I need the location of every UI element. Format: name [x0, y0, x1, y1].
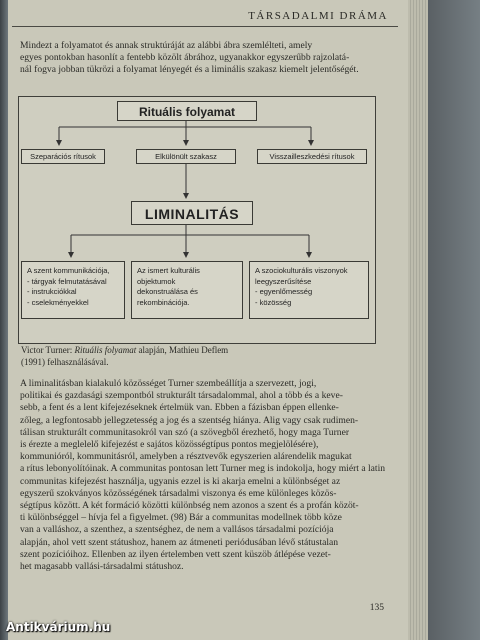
detail-line: Az ismert kulturális: [137, 266, 200, 275]
body-line: tálisan strukturált communitasokról van szó (a szövegből érezhető, hogy maga Turner: [20, 426, 350, 438]
phase-box-liminal: Elkülönült szakasz: [136, 149, 236, 164]
phase-box-reintegration: Visszailleszkedési rítusok: [257, 149, 367, 164]
body-line: van a valláshoz, a szenthez, a szentséghez, de nem a vallásos társadalmi pozíciója: [20, 524, 334, 536]
body-paragraph: [20, 378, 392, 573]
body-line: sebb, a fent és a lent kifejezéseknek értelmük van. Ebben a fázisban éppen ellenke-: [20, 402, 339, 414]
caption-line: [21, 344, 281, 356]
caption-title: Rituális folyamat: [74, 345, 137, 355]
body-line: egyszerű szokványos közösségének társadalmi viszonya és eme különleges közös-: [20, 487, 337, 499]
header-rule: [12, 26, 398, 27]
detail-box-deconstruction: [131, 261, 243, 319]
detail-line: A szociokulturális viszonyok: [255, 266, 348, 275]
body-line: ti különbséggel – hívja fel a figyelmet. (98) Bár a communitas modellnek több köze: [20, 512, 342, 524]
diagram-title-box: Rituális folyamat: [117, 101, 257, 121]
intro-line: egyes pontokban hasonlít a fentebb közölt ábrához, ugyanakkor egyszerűbb rajzolatá-: [20, 52, 350, 64]
phase-box-separation: Szeparációs rítusok: [21, 149, 105, 164]
page-edge-stack: [408, 0, 428, 640]
running-head: TÁRSADALMI DRÁMA: [248, 10, 388, 22]
detail-line: leegyszerűsítése: [255, 276, 312, 286]
figure-caption: [18, 344, 281, 368]
liminality-box: LIMINALITÁS: [131, 201, 253, 225]
detail-line: rekombinációja.: [137, 297, 190, 307]
body-line: A liminalitásban kialakuló közösséget Turner szembeállítja a szervezett, jogi,: [20, 378, 317, 389]
body-line: zőleg, a legfontosabb jellegzetesség a jog és a szentség hiánya. Alig vagy csak rudimen-: [20, 414, 359, 426]
detail-box-simplification: [249, 261, 369, 319]
detail-box-communication: [21, 261, 125, 319]
background-surface: [428, 0, 480, 640]
detail-line: - cselekményekkel: [27, 297, 89, 307]
body-line: alapján, ahol vett szent státushoz, hanem az átmeneti periódusában lévő státustalan: [20, 536, 339, 548]
intro-line: Mindezt a folyamatot és annak struktúráját az alábbi ábra szemlélteti, amely: [20, 40, 313, 51]
detail-line: A szent kommunikációja,: [27, 266, 110, 275]
detail-line: - közösség: [255, 297, 292, 307]
caption-lead: Victor Turner:: [21, 345, 75, 355]
body-line: kommunióról, kommunitásról, amelyben a résztvevők egyszerien alárendelik magukat: [20, 451, 352, 463]
caption-line-2: (1991) felhasználásával.: [21, 357, 109, 367]
detail-line: - tárgyak felmutatásával: [27, 276, 107, 286]
watermark-logo: Antikvárium.hu: [6, 620, 111, 634]
detail-line: objektumok: [137, 276, 176, 286]
detail-line: - instrukciókkal: [27, 287, 77, 296]
body-line: a rítus lebonyolítóinak. A communitas pontosan lett Turner meg is indokolja, hogy miért a latin: [20, 463, 386, 475]
body-line: communitas kifejezést használja, ugyanis ezzel is ki akarja emelni a különbséget az: [20, 475, 341, 487]
intro-line: nál fogva jobban tükrözi a folyamat lényegét és a liminális szakasz kiemelt jelentőségét.: [20, 64, 359, 76]
detail-line: - egyenlőmesség: [255, 287, 313, 296]
body-line: ségtípus között. A két formáció közötti különbség nem azonos a szent és a profán közöt-: [20, 500, 359, 512]
detail-line: dekonstruálása és: [137, 287, 198, 296]
body-line: is érezte a meglelelő kifejezést e sajátos közösségtípus pontos megjelölésére),: [20, 439, 319, 451]
body-line: het magasabb vallási-társadalmi státushoz.: [20, 561, 184, 573]
intro-paragraph: [20, 40, 392, 77]
caption-rest: alapján, Mathieu Deflem: [136, 345, 229, 355]
body-line: politikai és gazdasági szempontból strukturált társadalommal, ahol a több és a keve-: [20, 390, 343, 402]
page-number: 135: [369, 603, 384, 613]
book-page: [8, 0, 408, 640]
ritual-process-diagram: [18, 96, 376, 344]
body-line: szent pozícióihoz. Ellenben az ilyen értelemben vett szent küszöb átlépése vezet-: [20, 548, 331, 560]
